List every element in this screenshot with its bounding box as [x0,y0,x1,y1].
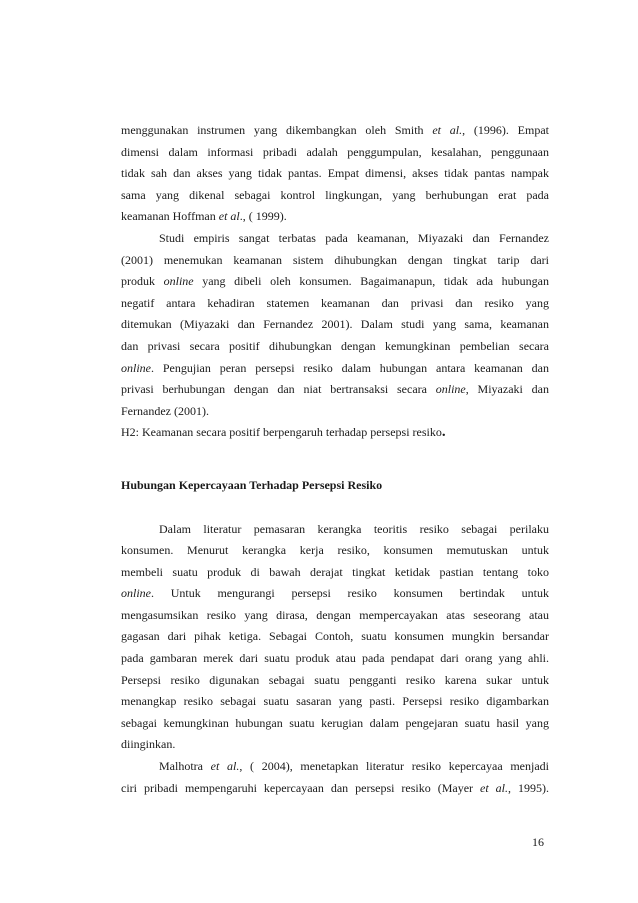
text-line: Persepsi resiko digunakan sebagai suatu pengganti resiko karena sukar untuk [121,672,549,687]
text-line: Malhotra et al., ( 2004), menetapkan literatur resiko kepercayaa menjadi [159,759,549,774]
text-line: online. Pengujian peran persepsi resiko dalam hubungan antara keamanan dan [121,360,549,375]
text-line: tidak sah dan akses yang tidak pantas. Empat dimensi, akses tidak pantas nampak [121,166,549,181]
text-line: Studi empiris sangat terbatas pada keamanan, Miyazaki dan Fernandez [159,230,549,245]
text-line: online. Untuk mengurangi persepsi resiko konsumen bertindak untuk [121,586,549,601]
italic-term: et al. [432,123,463,137]
text-line: sama yang dikenal sebagai kontrol lingkungan, yang berhubungan erat pada [121,187,549,202]
text-line: gagasan dari pihak ketiga. Sebagai Contoh, suatu konsumen mungkin bersandar [121,629,549,644]
italic-term: online [121,586,151,601]
text-line: pada gambaran merek dari suatu produk atau pada pendapat dari orang yang ahli. [121,651,549,666]
hypothesis-period: . [441,424,446,441]
paragraph-1 [121,120,549,228]
paragraph-4 [121,756,549,799]
text-line: mengasumsikan resiko yang dirasa, dengan mempercayakan atas seseorang atau [121,607,549,622]
text-line: menggunakan instrumen yang dikembangkan oleh Smith et al., (1996). Empat [121,123,549,137]
italic-term: online [121,360,151,375]
italic-term: online [163,274,194,289]
text-line: sebagai kemungkinan hubungan suatu kerugian dalam pengejaran suatu hasil yang [121,715,549,730]
page-body [121,120,549,799]
text-line: (2001) menemukan keamanan sistem dihubungkan dengan tingkat tarip dari [121,252,549,267]
italic-term: et al. [480,780,509,795]
hypothesis-h2 [121,422,549,444]
text-line: produk online yang dibeli oleh konsumen. Bagaimanapun, tidak ada hubungan [121,274,550,289]
text-line: dan privasi secara positif dihubungkan dengan kemungkinan pembelian secara [121,338,549,353]
text-line: membeli suatu produk di bawah derajat tingkat ketidak pastian tentang toko [121,564,549,579]
text-line: menangkap resiko sebagai suatu sasaran yang pasti. Persepsi resiko digambarkan [121,694,549,709]
italic-term: online [435,382,466,397]
paragraph-2 [121,228,549,422]
text-line: Dalam literatur pemasaran kerangka teoritis resiko sebagai perilaku [159,521,549,536]
text-line: ciri pribadi mempengaruhi kepercayaan dan persepsi resiko (Mayer et al., 1995). [121,780,550,795]
text-line: Fernandez (2001). [121,403,209,418]
text-line: keamanan Hoffman et al., ( 1999). [121,209,287,224]
text-line: konsumen. Menurut kerangka kerja resiko, konsumen memutuskan untuk [121,543,549,558]
text-line: diinginkan. [121,737,176,752]
section-heading: Hubungan Kepercayaan Terhadap Persepsi Resiko [121,477,383,492]
hypothesis-text: H2: Keamanan secara positif berpengaruh terhadap persepsi resiko [121,425,442,440]
italic-term: et al. [210,759,240,774]
italic-term: et al [218,209,240,224]
page-number: 16 [532,835,544,849]
paragraph-3 [121,519,549,757]
text-line: dimensi dalam informasi pribadi adalah penggumpulan, kesalahan, penggunaan [121,144,549,159]
text-line: ditemukan (Miyazaki dan Fernandez 2001). Dalam studi yang sama, keamanan [121,317,549,332]
text-line: privasi berhubungan dengan dan niat bertransaksi secara online, Miyazaki dan [121,382,549,397]
text-line: negatif antara kehadiran statemen keamanan dan privasi dan resiko yang [121,295,549,310]
